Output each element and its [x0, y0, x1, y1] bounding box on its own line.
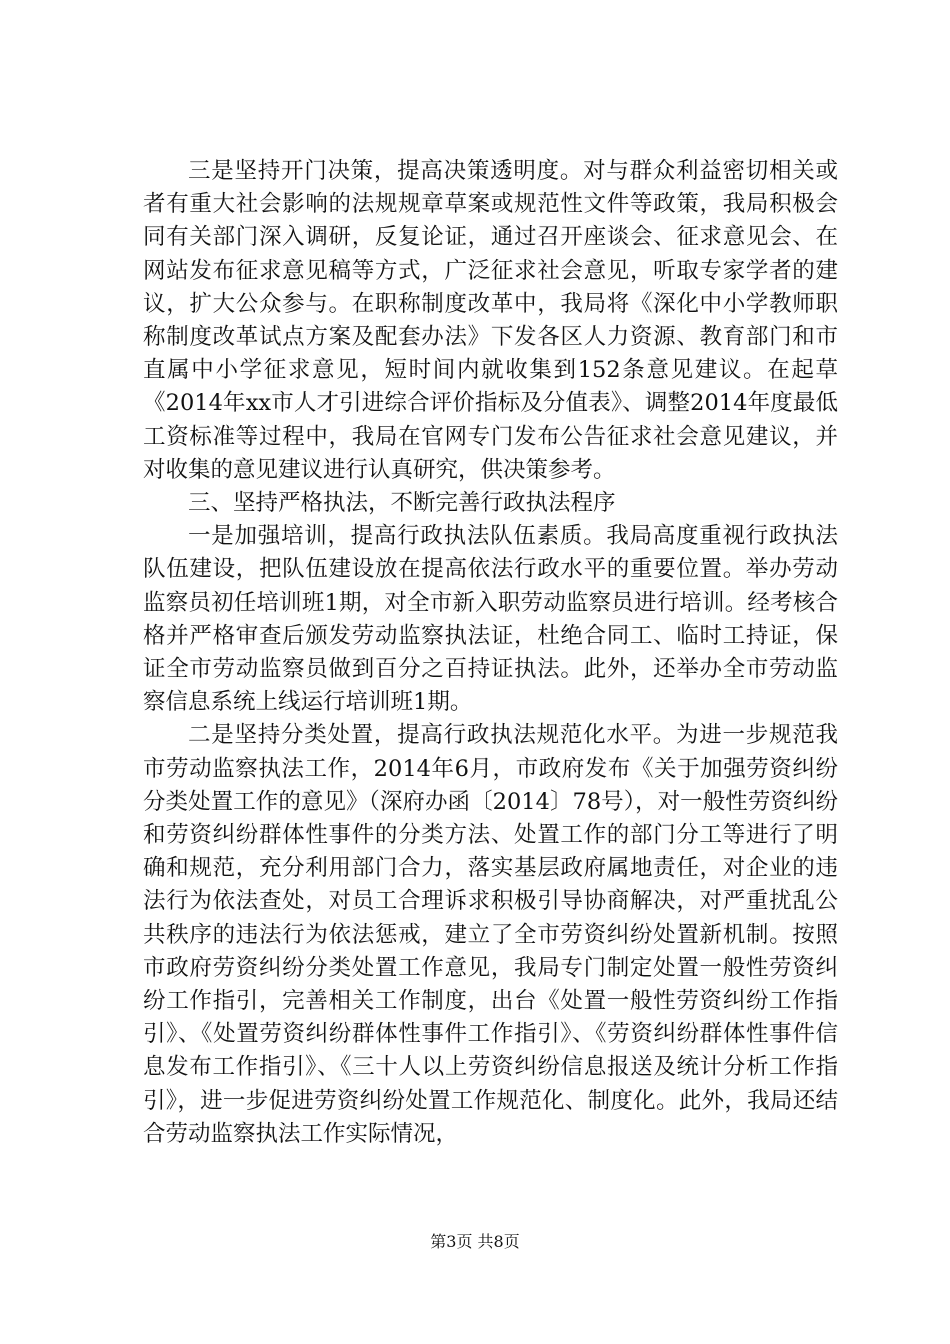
paragraph-training: 一是加强培训，提高行政执法队伍素质。我局高度重视行政执法队伍建设，把队伍建设放在提高依法行政水平的重要位置。举办劳动监察员初任培训班1期，对全市新入职劳动监察员进行培训。经考核合格并严格审查后颁发劳动监察执法证，杜绝合同工、临时工持证，保证全市劳动监察员做到百分之百持证执法。此外，还举办全市劳动监察信息系统上线运行培训班1期。	[143, 523, 838, 716]
paragraph-classified-handling: 二是坚持分类处置，提高行政执法规范化水平。为进一步规范我市劳动监察执法工作，2014年6月，市政府发布《关于加强劳资纠纷分类处置工作的意见》（深府办函〔2014〕78号），对一般性劳资纠纷和劳资纠纷群体性事件的分类方法、处置工作的部门分工等进行了明确和规范，充分利用部门合力，落实基层政府属地责任，对企业的违法行为依法查处，对员工合理诉求积极引导协商解决，对严重扰乱公共秩序的违法行为依法惩戒，建立了全市劳资纠纷处置新机制。按照市政府劳资纠纷分类处置工作意见，我局专门制定处置一般性劳资纠纷工作指引，完善相关工作制度，出台《处置一般性劳资纠纷工作指引》、《处置劳资纠纷群体性事件工作指引》、《劳资纠纷群体性事件信息发布工作指引》、《三十人以上劳资纠纷信息报送及统计分析工作指引》，进一步促进劳资纠纷处置工作规范化、制度化。此外，我局还结合劳动监察执法工作实际情况，	[143, 722, 838, 1147]
page-number-footer: 第3页 共8页	[430, 1232, 520, 1251]
section-heading-strict-enforcement: 三、坚持严格执法，不断完善行政执法程序	[188, 490, 616, 517]
paragraph-open-decision: 三是坚持开门决策，提高决策透明度。对与群众利益密切相关或者有重大社会影响的法规规章草案或规范性文件等政策，我局积极会同有关部门深入调研，反复论证，通过召开座谈会、征求意见会、在网站发布征求意见稿等方式，广泛征求社会意见，听取专家学者的建议，扩大公众参与。在职称制度改革中，我局将《深化中小学教师职称制度改革试点方案及配套办法》下发各区人力资源、教育部门和市直属中小学征求意见，短时间内就收集到152条意见建议。在起草《2014年xx市人才引进综合评价指标及分值表》、调整2014年度最低工资标准等过程中，我局在官网专门发布公告征求社会意见建议，并对收集的意见建议进行认真研究，供决策参考。	[143, 158, 838, 483]
document-body	[143, 155, 838, 1151]
